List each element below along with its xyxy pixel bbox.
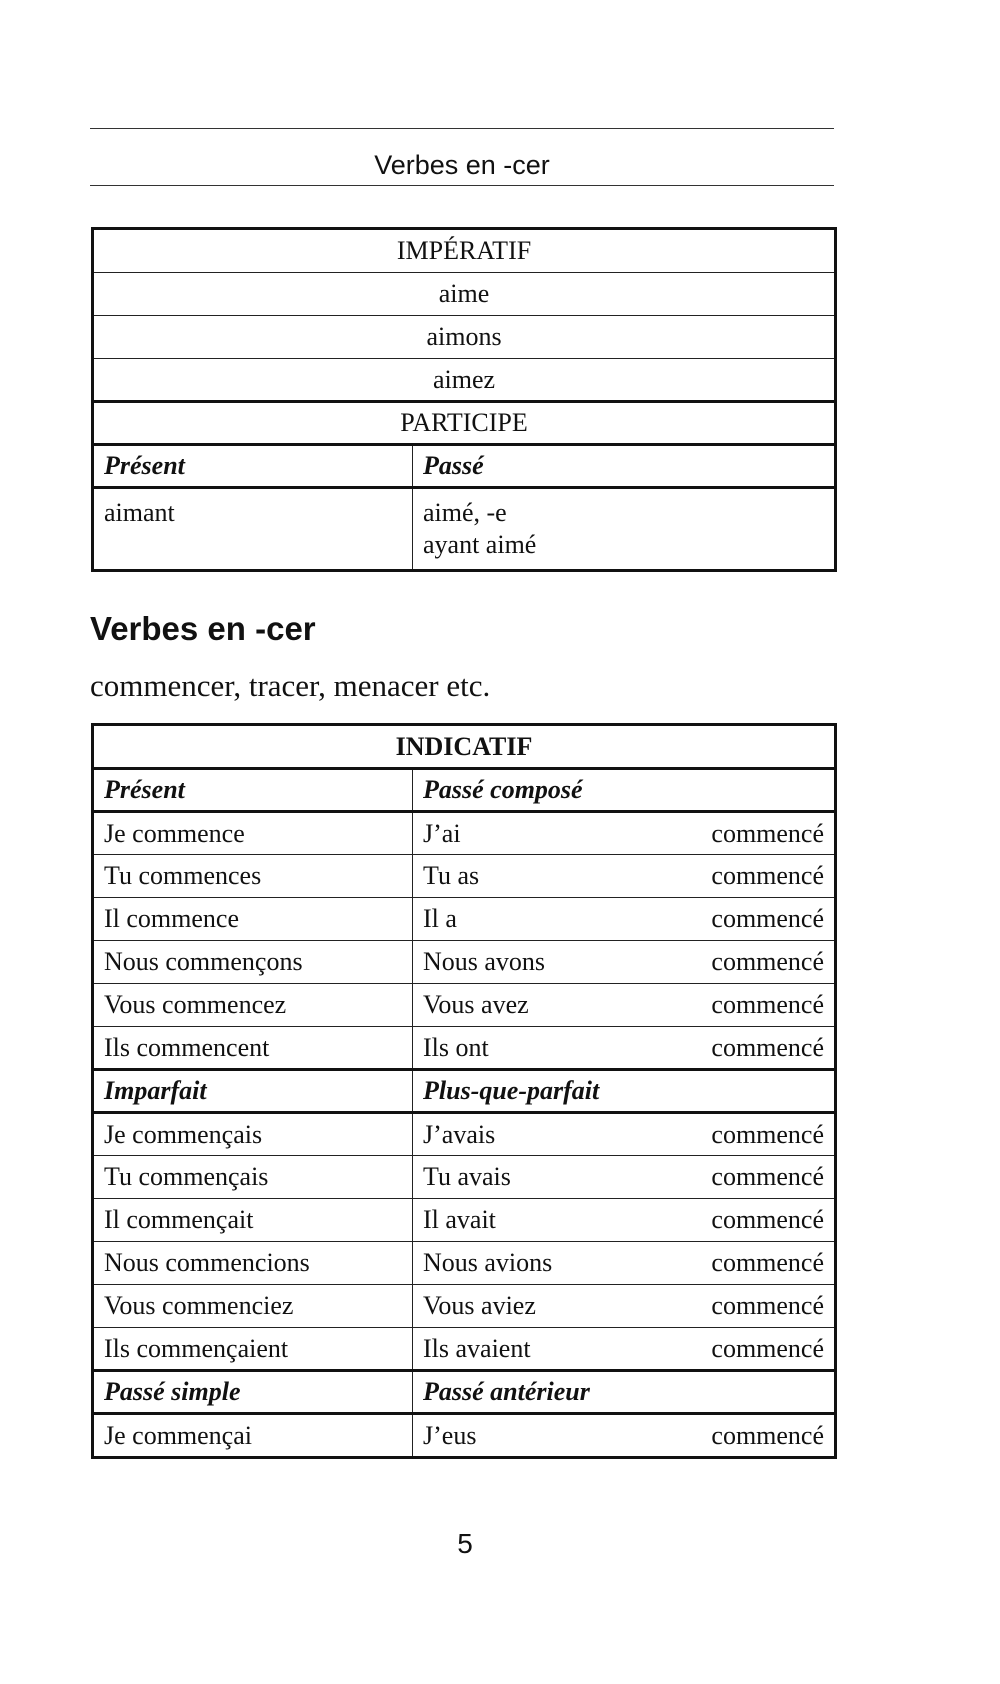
- simple-form: Nous commençons: [94, 941, 413, 984]
- auxiliary: Tu as: [423, 861, 480, 890]
- participe-passe-line: ayant aimé: [423, 530, 537, 559]
- conjugation-row: [94, 855, 835, 898]
- compound-form: [413, 812, 835, 855]
- simple-form: Je commençais: [94, 1113, 413, 1156]
- tense-label: Passé antérieur: [413, 1371, 835, 1414]
- conjugation-row: [94, 1242, 835, 1285]
- indicatif-table: [93, 725, 835, 1457]
- section-title: Verbes en -cer: [90, 610, 316, 647]
- compound-form: [413, 1113, 835, 1156]
- indicatif-body: [94, 726, 835, 1457]
- past-participle: commencé: [711, 1333, 825, 1363]
- indicatif-heading: INDICATIF: [94, 726, 835, 769]
- past-participle: commencé: [711, 904, 825, 933]
- conjugation-row: [94, 898, 835, 941]
- past-participle: commencé: [711, 861, 825, 890]
- tense-label: Imparfait: [94, 1070, 413, 1113]
- participe-passe-value: [413, 488, 835, 570]
- auxiliary: Tu avais: [423, 1162, 511, 1191]
- simple-form: Tu commençais: [94, 1156, 413, 1199]
- header-rule-top: [90, 128, 834, 129]
- past-participle: commencé: [711, 818, 825, 848]
- page-number: 5: [457, 1528, 473, 1559]
- auxiliary: J’avais: [423, 1119, 496, 1149]
- section-examples: commencer, tracer, menacer etc.: [90, 668, 491, 703]
- conjugation-row: [94, 1027, 835, 1070]
- auxiliary: J’ai: [423, 818, 461, 848]
- simple-form: Vous commencez: [94, 984, 413, 1027]
- conjugation-row: [94, 1199, 835, 1242]
- imperatif-form: aimons: [94, 316, 835, 359]
- auxiliary: Vous aviez: [423, 1291, 536, 1320]
- tense-header-row: [94, 1070, 835, 1113]
- running-header: Verbes en -cer: [374, 150, 550, 180]
- conjugation-row: [94, 812, 835, 855]
- conjugation-row: [94, 1285, 835, 1328]
- imperatif-heading: IMPÉRATIF: [94, 230, 835, 273]
- imperatif-form: aimez: [94, 359, 835, 402]
- past-participle: commencé: [711, 947, 825, 976]
- past-participle: commencé: [711, 1248, 825, 1277]
- past-participle: commencé: [711, 1162, 825, 1191]
- compound-form: [413, 1156, 835, 1199]
- tense-header-row: [94, 769, 835, 812]
- tense-label: Passé composé: [413, 769, 835, 812]
- conjugation-row: [94, 941, 835, 984]
- compound-form: [413, 984, 835, 1027]
- tense-label: Présent: [94, 769, 413, 812]
- conjugation-row: [94, 1156, 835, 1199]
- auxiliary: Il avait: [423, 1205, 496, 1234]
- tense-label: Plus-que-parfait: [413, 1070, 835, 1113]
- auxiliary: Vous avez: [423, 990, 529, 1019]
- compound-form: [413, 1242, 835, 1285]
- simple-form: Nous commencions: [94, 1242, 413, 1285]
- tense-label: Passé simple: [94, 1371, 413, 1414]
- compound-form: [413, 1328, 835, 1371]
- simple-form: Il commençait: [94, 1199, 413, 1242]
- conjugation-row: [94, 984, 835, 1027]
- tense-header-row: [94, 1371, 835, 1414]
- past-participle: commencé: [711, 1119, 825, 1149]
- imperatif-participe-table: [93, 229, 835, 570]
- conjugation-row: [94, 1113, 835, 1156]
- compound-form: [413, 1027, 835, 1070]
- compound-form: [413, 941, 835, 984]
- simple-form: Je commençai: [94, 1414, 413, 1457]
- compound-form: [413, 1285, 835, 1328]
- simple-form: Je commence: [94, 812, 413, 855]
- auxiliary: Ils avaient: [423, 1333, 531, 1363]
- simple-form: Ils commençaient: [94, 1328, 413, 1371]
- conjugation-row: [94, 1414, 835, 1457]
- auxiliary: Nous avons: [423, 947, 546, 976]
- compound-form: [413, 1199, 835, 1242]
- auxiliary: Il a: [423, 904, 457, 933]
- compound-form: [413, 898, 835, 941]
- header-rule-bottom: [90, 185, 834, 186]
- simple-form: Tu commences: [94, 855, 413, 898]
- conjugation-row: [94, 1328, 835, 1371]
- auxiliary: Ils ont: [423, 1032, 489, 1062]
- compound-form: [413, 855, 835, 898]
- compound-form: [413, 1414, 835, 1457]
- simple-form: Il commence: [94, 898, 413, 941]
- simple-form: Vous commenciez: [94, 1285, 413, 1328]
- past-participle: commencé: [711, 1291, 825, 1320]
- auxiliary: J’eus: [423, 1420, 477, 1450]
- past-participle: commencé: [711, 1205, 825, 1234]
- past-participle: commencé: [711, 1032, 825, 1062]
- participe-present-value: aimant: [94, 488, 413, 570]
- past-participle: commencé: [711, 990, 825, 1019]
- imperatif-form: aime: [94, 273, 835, 316]
- past-participle: commencé: [711, 1420, 825, 1450]
- participe-heading: PARTICIPE: [94, 402, 835, 445]
- simple-form: Ils commencent: [94, 1027, 413, 1070]
- auxiliary: Nous avions: [423, 1248, 553, 1277]
- participe-present-label: Présent: [94, 445, 413, 488]
- participe-passe-label: Passé: [413, 445, 835, 488]
- participe-passe-line: aimé, -e: [423, 498, 507, 527]
